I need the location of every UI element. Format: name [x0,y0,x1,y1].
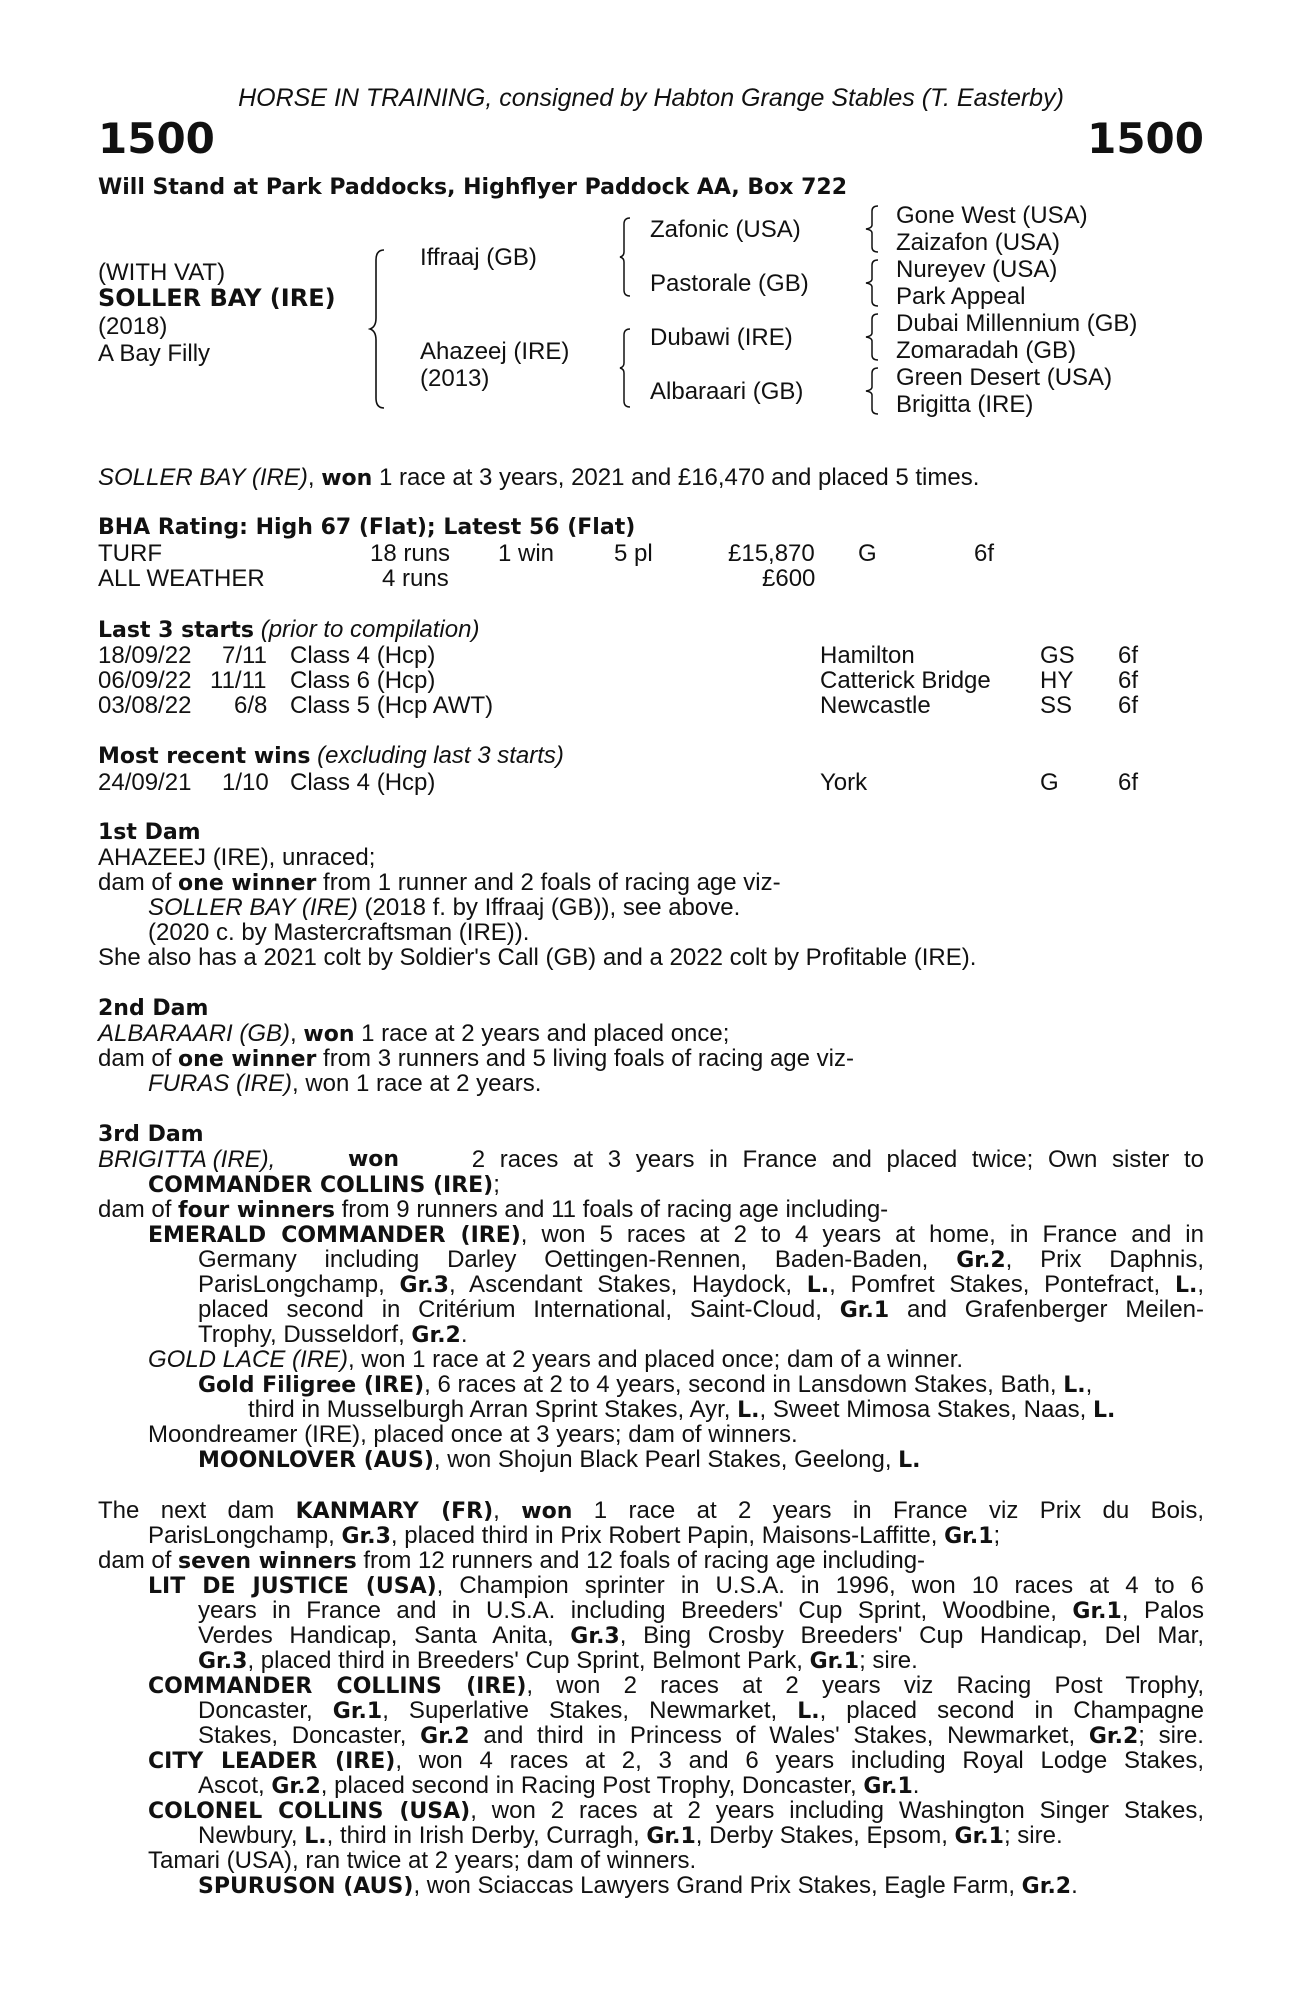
ggp-4: Park Appeal [896,283,1026,310]
t: dam of [98,1045,179,1072]
t: MOONLOVER (AUS) [198,1448,434,1473]
t: Gr.1 [944,1524,994,1549]
t: , Champion sprinter in U.S.A. in 1996, won 10 races at 4 to 6 [436,1572,1204,1599]
rating-runs: 18 runs [370,540,451,567]
start-date: 18/09/22 [98,642,192,669]
first-dam-title: 1st Dam [98,820,201,845]
ggp-3: Nureyev (USA) [896,256,1058,283]
commander-collins-line-2 [198,1698,1204,1725]
colonel-collins-line-1 [148,1798,1204,1825]
sire-name: Iffraaj (GB) [420,244,537,271]
t: Doncaster, [198,1697,333,1724]
t: Gr.3 [399,1273,449,1298]
third-dam-line [98,1147,1204,1173]
pedigree-brace-g1 [864,204,880,254]
start-dist: 6f [1118,667,1139,694]
dam-year: (2013) [420,365,490,392]
t: , won 5 races at 2 to 4 years at home, in France and in [520,1221,1204,1248]
t: , placed second in Racing Post Trophy, Doncaster, [320,1772,864,1799]
t: Verdes Handicap, Santa Anita, [198,1622,571,1649]
city-leader-line-1 [148,1748,1204,1775]
emerald-line-1 [148,1222,1204,1249]
recent-wins-note: (excluding last 3 starts) [310,742,564,769]
gold-lace-line [148,1347,963,1373]
t: L. [1093,1398,1116,1423]
t: COMMANDER COLLINS (IRE) [148,1173,494,1198]
summary-won: won [321,466,373,491]
t: one winner [178,1047,317,1072]
t: , Pomfret Stakes, Pontefract, [829,1271,1175,1298]
t: L. [797,1699,820,1724]
t: , placed third in Prix Robert Papin, Maisons-Laffitte, [390,1522,945,1549]
win-going: G [1040,769,1059,796]
t: SPURUSON (AUS) [198,1874,414,1899]
t: 1 race at 2 years and placed once; [354,1020,730,1047]
t: , Superlative Stakes, Newmarket, [382,1697,798,1724]
race-summary: SOLLER BAY (IRE), won 1 race at 3 years, 2021 and £16,470 and placed 5 times. [98,464,980,491]
first-dam-produce [98,870,781,897]
win-pos: 1/10 [222,769,269,796]
t: Gr.1 [954,1824,1004,1849]
t: , Sweet Mimosa Stakes, Naas, [759,1396,1093,1423]
third-dam-sister [148,1172,500,1199]
t: Gr.2 [271,1774,321,1799]
next-dam-produce [98,1548,925,1575]
t: , placed second in Champagne [819,1697,1204,1724]
t: KANMARY (FR) [295,1499,494,1524]
commander-collins-line-1 [148,1673,1204,1700]
t: L. [737,1398,760,1423]
t: , won Shojun Black Pearl Stakes, Geelong, [433,1446,899,1473]
t: ; [993,1522,1001,1549]
first-dam-foal-1 [148,895,740,921]
start-course: Newcastle [820,692,931,719]
t: , third in Irish Derby, Curragh, [326,1822,647,1849]
t: Stakes, Doncaster, [198,1722,421,1749]
ggp-2: Zaizafon (USA) [896,229,1061,256]
t: Gr.2 [1021,1874,1072,1899]
t: , [493,1497,522,1524]
recent-wins-heading [98,743,564,770]
start-date: 03/08/22 [98,692,192,719]
city-leader-line-2 [198,1773,919,1800]
t: Gold Filigree (IRE) [198,1373,425,1398]
t: , Prix Daphnis, [1005,1246,1205,1273]
start-going: HY [1040,667,1074,694]
t: Gr.1 [809,1649,860,1674]
t: , won 2 races at 2 years including Washington Singer Stakes, [470,1797,1204,1824]
t: Gr.1 [646,1824,696,1849]
t: CITY LEADER (IRE) [148,1749,396,1774]
stand-location: Will Stand at Park Paddocks, Highflyer Paddock AA, Box 722 [98,175,848,200]
tamari-line: Tamari (USA), ran twice at 2 years; dam of winners. [148,1847,697,1874]
emerald-line-4 [198,1297,1204,1324]
t: Gr.3 [570,1624,620,1649]
start-pos: 11/11 [210,667,267,694]
rating-surface: TURF [98,540,162,567]
start-course: Hamilton [820,642,915,669]
moonlover-line [198,1447,921,1474]
gold-filigree-line-1 [198,1372,1092,1399]
t: Gr.1 [332,1699,383,1724]
first-dam-line: AHAZEEJ (IRE), unraced; [98,844,376,871]
t: from 1 runner and 2 foals of racing age viz- [316,869,781,896]
third-dam-title: 3rd Dam [98,1122,204,1147]
t: , won Sciaccas Lawyers Grand Prix Stakes, Eagle Farm, [413,1872,1022,1899]
t: Gr.2 [411,1323,461,1348]
t: L. [304,1824,327,1849]
ggp-7: Green Desert (USA) [896,364,1113,391]
win-class: Class 4 (Hcp) [290,769,436,796]
ggp-5: Dubai Millennium (GB) [896,310,1138,337]
t: ParisLongchamp, [148,1522,342,1549]
win-dist: 6f [1118,769,1139,796]
t: FURAS (IRE) [148,1070,292,1097]
t: from 9 runners and 11 foals of racing age including- [334,1196,889,1223]
t: EMERALD COMMANDER (IRE) [148,1223,521,1248]
pedigree-brace-sire [618,216,632,298]
lit-de-justice-line-2 [198,1598,1204,1625]
start-class: Class 4 (Hcp) [290,642,436,669]
t: Gr.2 [420,1724,470,1749]
horse-year: (2018) [98,313,168,340]
t: , Palos [1121,1597,1204,1624]
t: GOLD LACE (IRE) [148,1346,349,1373]
t: , Ascendant Stakes, Haydock, [448,1271,807,1298]
t: from 3 runners and 5 living foals of racing age viz- [316,1045,854,1072]
lot-number-left: 1500 [98,114,215,163]
emerald-line-3 [198,1272,1204,1299]
vat-note: (WITH VAT) [98,259,226,286]
t: Gr.3 [198,1649,248,1674]
t: Trophy, Dusseldorf, [198,1321,412,1348]
first-dam-note: She also has a 2021 colt by Soldier's Call (GB) and a 2022 colt by Profitable (IRE). [98,944,977,971]
t: , Bing Crosby Breeders' Cup Handicap, Del Mar, [619,1622,1204,1649]
t: , won 2 races at 2 years viz Racing Post Trophy, [526,1672,1205,1699]
t: , 6 races at 2 to 4 years, second in Lansdown Stakes, Bath, [424,1371,1064,1398]
ggp-6: Zomaradah (GB) [896,337,1077,364]
bha-rating: BHA Rating: High 67 (Flat); Latest 56 (Flat) [98,515,636,540]
t: placed second in Critérium International, Saint-Cloud, [198,1296,840,1323]
start-going: SS [1040,692,1073,719]
win-course: York [820,769,868,796]
rating-prize: £600 [762,565,816,592]
t: and third in Princess of Wales' Stakes, Newmarket, [469,1722,1089,1749]
lot-number-right: 1500 [1087,114,1204,163]
t: Gr.3 [341,1524,391,1549]
start-pos: 6/8 [234,692,268,719]
summary-rest: 1 race at 3 years, 2021 and £16,470 and placed 5 times. [372,464,980,491]
rating-runs: 4 runs [382,565,449,592]
rating-placed: 5 pl [614,540,653,567]
win-date: 24/09/21 [98,769,192,796]
t: (2018 f. by Iffraaj (GB)), see above. [357,894,741,921]
t: Gr.2 [1088,1724,1139,1749]
last-starts-title: Last 3 starts [98,618,255,643]
t: years in France and in U.S.A. including Breeders' Cup Sprint, Woodbine, [198,1597,1073,1624]
t: The next dam [98,1497,296,1524]
lit-de-justice-line-4 [198,1648,918,1675]
sire-dam: Pastorale (GB) [650,270,809,297]
t: LIT DE JUSTICE (USA) [148,1574,437,1599]
start-course: Catterick Bridge [820,667,991,694]
start-date: 06/09/22 [98,667,192,694]
t: . [912,1772,920,1799]
start-going: GS [1040,642,1075,669]
t: ; [493,1171,500,1198]
third-dam-produce [98,1197,888,1224]
pedigree-brace-g4 [864,366,880,416]
consignment-line: HORSE IN TRAINING, consigned by Habton Grange Stables (T. Easterby) [238,84,1064,112]
t: BRIGITTA (IRE), [98,1146,276,1173]
t: from 12 runners and 12 foals of racing age including- [356,1547,926,1574]
second-dam-foal [148,1071,541,1097]
t: Gr.1 [1072,1599,1122,1624]
summary-horse-name: SOLLER BAY (IRE) [98,464,308,491]
t: dam of [98,869,179,896]
dam-sire: Dubawi (IRE) [650,324,793,351]
second-dam-line [98,1021,729,1048]
t: won [521,1499,573,1524]
rating-surface: ALL WEATHER [98,565,265,592]
t: dam of [98,1547,179,1574]
t: won [347,1147,400,1172]
pedigree-brace-g2 [864,258,880,308]
rating-dist: 6f [974,540,995,567]
t: ALBARAARI (GB) [98,1020,291,1047]
rating-going: G [858,540,877,567]
commander-collins-line-3 [198,1723,1204,1750]
colonel-collins-line-2 [198,1823,1063,1850]
pedigree-brace-dam [618,327,632,409]
start-class: Class 6 (Hcp) [290,667,436,694]
t: won [303,1022,355,1047]
t: , won 4 races at 2, 3 and 6 years including Royal Lodge Stakes, [395,1747,1205,1774]
t: one winner [178,871,317,896]
t: ; sire. [1138,1722,1204,1749]
horse-name: SOLLER BAY (IRE) [98,284,336,312]
t: Ascot, [198,1772,272,1799]
t: L. [1174,1273,1198,1298]
t: , [1197,1271,1204,1298]
t: COMMANDER COLLINS (IRE) [148,1674,527,1699]
second-dam-title: 2nd Dam [98,996,209,1021]
start-dist: 6f [1118,642,1139,669]
t: Gr.1 [863,1774,913,1799]
rating-prize: £15,870 [728,540,815,567]
first-dam-foal-2: (2020 c. by Mastercraftsman (IRE)). [148,919,530,946]
moondreamer-line: Moondreamer (IRE), placed once at 3 years; dam of winners. [148,1421,798,1448]
t: L. [898,1448,921,1473]
t: 1 race at 2 years in France viz Prix du Bois, [572,1497,1204,1524]
t: Gr.1 [839,1298,890,1323]
next-dam-line-2 [148,1523,1000,1550]
t: , Derby Stakes, Epsom, [695,1822,955,1849]
t: Gr.2 [956,1248,1006,1273]
t: ; sire. [1003,1822,1063,1849]
t: . [1071,1872,1078,1899]
t: ; sire. [859,1647,918,1674]
next-dam-line-1 [98,1498,1204,1525]
t: L. [1063,1373,1086,1398]
t: third in Musselburgh Arran Sprint Stakes, Ayr, [248,1396,738,1423]
t: , won 1 race at 2 years and placed once; dam of a winner. [348,1346,964,1373]
recent-wins-title: Most recent wins [98,744,311,769]
dam-name: Ahazeej (IRE) [420,338,570,365]
spuruson-line [198,1873,1078,1900]
t: SOLLER BAY (IRE) [148,894,358,921]
lit-de-justice-line-3 [198,1623,1204,1650]
pedigree-brace-main [368,248,388,410]
t: 2 races at 3 years in France and placed twice; Own sister to [471,1146,1204,1173]
ggp-8: Brigitta (IRE) [896,391,1034,418]
t: , [1085,1371,1093,1398]
t: ParisLongchamp, [198,1271,400,1298]
sire-sire: Zafonic (USA) [650,216,801,243]
t: , placed third in Breeders' Cup Sprint, Belmont Park, [247,1647,810,1674]
second-dam-produce [98,1046,854,1073]
t: and Grafenberger Meilen- [889,1296,1205,1323]
t: L. [806,1273,830,1298]
t: Germany including Darley Oettingen-Rennen, Baden-Baden, [198,1246,957,1273]
pedigree-brace-g3 [864,312,880,362]
start-dist: 6f [1118,692,1139,719]
t: seven winners [178,1549,357,1574]
last-starts-heading [98,617,479,644]
gold-filigree-line-2 [248,1397,1115,1424]
emerald-line-2 [198,1247,1204,1274]
ggp-1: Gone West (USA) [896,202,1088,229]
horse-description: A Bay Filly [98,340,211,367]
t: four winners [178,1198,335,1223]
dam-dam: Albaraari (GB) [650,378,804,405]
t: dam of [98,1196,179,1223]
t: , won 1 race at 2 years. [292,1070,542,1097]
last-starts-note: (prior to compilation) [254,616,480,643]
rating-wins: 1 win [498,540,555,567]
start-class: Class 5 (Hcp AWT) [290,692,494,719]
emerald-line-5 [198,1322,468,1349]
t: Newbury, [198,1822,305,1849]
start-pos: 7/11 [222,642,267,669]
t: . [460,1321,468,1348]
lit-de-justice-line-1 [148,1573,1204,1600]
t: COLONEL COLLINS (USA) [148,1799,471,1824]
t: , [290,1020,304,1047]
